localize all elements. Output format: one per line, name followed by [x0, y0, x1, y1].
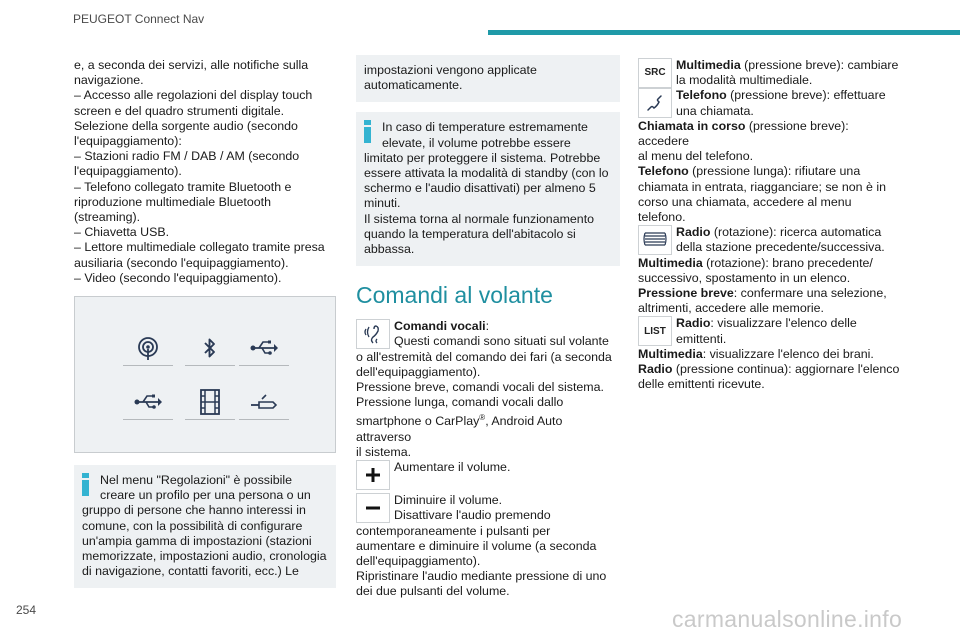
text-line: o all'estremità del comando dei fari (a seconda	[356, 349, 612, 364]
text-line: schermo e l'audio disattivati) per almeno 5	[364, 181, 596, 196]
page-number: 254	[16, 603, 37, 617]
text-line: – Telefono collegato tramite Bluetooth e	[74, 179, 292, 194]
text-line: automaticamente.	[364, 78, 463, 93]
column-2	[356, 58, 620, 600]
text-line	[676, 58, 902, 73]
text-line: creare un profilo per una persona o un	[100, 488, 311, 503]
text-line: abbassa.	[364, 242, 415, 257]
text-line: quando la temperatura dell'abitacolo si	[364, 226, 576, 241]
info-icon	[364, 120, 371, 143]
list-button-label: LIST	[644, 325, 666, 337]
minus-icon	[356, 493, 390, 523]
text-fragment: (pressione breve): effettuare	[726, 88, 886, 103]
text-line	[356, 410, 620, 445]
text-line	[638, 347, 902, 362]
audio-source-icons-panel	[74, 296, 336, 453]
text-line: – Video (secondo l'equipaggiamento).	[74, 270, 282, 285]
text-line: limitato per proteggere il sistema. Potrebbe	[364, 150, 601, 165]
thumbwheel-row	[638, 225, 902, 255]
thumbwheel-icon	[638, 225, 672, 255]
bold-term: Chiamata in corso	[638, 118, 746, 133]
text-line: corso una chiamata, accedere al menu telefono.	[638, 194, 852, 225]
bold-term: Radio	[638, 362, 673, 377]
src-row	[638, 58, 902, 88]
plus-icon	[356, 460, 390, 490]
section-title: Comandi al volante	[356, 282, 553, 309]
text-line: Aumentare il volume.	[394, 460, 511, 475]
text-line: emittenti.	[676, 331, 727, 346]
list-button-icon	[638, 316, 672, 346]
text-line: impostazioni vengono applicate	[364, 63, 537, 77]
text-line: un'ampia gamma di impostazioni (stazioni	[82, 533, 312, 548]
text-line: aumentare e diminuire il volume (a seconda	[356, 538, 597, 553]
text-line: dei due pulsanti del volume.	[356, 584, 510, 599]
text-line: Pressione breve, comandi vocali del sistema.	[356, 380, 604, 395]
text-line: successivo, spostamento in un elenco.	[638, 270, 851, 285]
bold-term: Telefono	[638, 164, 689, 179]
volume-up-row	[356, 460, 620, 490]
text-line: una chiamata.	[676, 103, 754, 118]
text-fragment: (pressione continua): aggiornare l'elenco	[672, 362, 900, 377]
text-line: Ripristinare l'audio mediante pressione di uno	[356, 569, 607, 584]
text-line: minuti.	[364, 196, 401, 211]
text-line: al menu del telefono.	[638, 149, 754, 164]
usb-icon	[123, 384, 173, 420]
text-line: comune, con la possibilità di configurare	[82, 518, 303, 533]
aux-icon	[239, 384, 289, 420]
text-line: essere attivata la modalità di standby (con lo	[364, 166, 609, 181]
usb-icon	[239, 330, 289, 366]
radio-icon	[123, 330, 173, 366]
voice-command-title: Comandi vocali	[394, 319, 486, 334]
text-line: altrimenti, accedere alle memorie.	[638, 301, 824, 316]
text-line: screen e del quadro strumenti digitale.	[74, 103, 285, 118]
text-line: Nel menu "Regolazioni" è possibile	[100, 473, 293, 488]
text-line	[638, 286, 902, 301]
video-icon	[185, 384, 235, 420]
text-line: – Accesso alle regolazioni del display touch	[74, 88, 313, 103]
text-line: Pressione lunga, comandi vocali dallo	[356, 395, 564, 410]
bold-term: Multimedia	[638, 255, 703, 270]
bold-term: Multimedia	[638, 346, 703, 361]
bold-term: Telefono	[676, 88, 727, 103]
text-fragment: (rotazione): brano precedente/	[702, 255, 873, 270]
text-line: delle emittenti ricevute.	[638, 377, 765, 392]
text-fragment: (rotazione): ricerca automatica	[710, 225, 882, 240]
text-fragment: (pressione breve): accedere	[638, 118, 849, 149]
text-line: Disattivare l'audio premendo	[394, 508, 551, 523]
text-line	[638, 362, 902, 377]
watermark: carmanualsonline.info	[672, 606, 903, 632]
text-line	[638, 119, 902, 149]
header-title: PEUGEOT Connect Nav	[73, 12, 205, 26]
text-line: – Lettore multimediale collegato tramite presa	[74, 240, 325, 255]
text-line: l'equipaggiamento):	[74, 134, 182, 149]
text-line	[676, 225, 902, 240]
registered-mark: ®	[479, 413, 486, 423]
text-line: e, a seconda dei servizi, alle notifiche sulla	[74, 58, 309, 72]
text-line: dell'equipaggiamento).	[356, 364, 481, 379]
column-3	[638, 58, 902, 392]
text-line	[638, 256, 902, 271]
text-line: elevate, il volume potrebbe essere	[382, 135, 571, 150]
text-line: Il sistema torna al normale funzionamento	[364, 211, 595, 226]
column-1	[74, 58, 336, 588]
voice-command-icon	[356, 319, 390, 349]
text-fragment: : confermare una selezione,	[733, 286, 887, 301]
text-line: – Chiavetta USB.	[74, 225, 170, 240]
bold-term: Radio	[676, 316, 711, 331]
info-icon	[82, 473, 89, 496]
text-line: navigazione.	[74, 73, 144, 88]
text-line: l'equipaggiamento).	[74, 164, 182, 179]
text-line: contemporaneamente i pulsanti per	[356, 523, 551, 538]
src-button-label: SRC	[644, 67, 666, 79]
text-line: dell'equipaggiamento).	[356, 554, 481, 568]
text-line	[638, 164, 902, 179]
text-line: memorizzate, impostazioni audio, cronologia	[82, 549, 327, 564]
text-fragment: smartphone o CarPlay	[356, 414, 480, 429]
volume-down-row	[356, 493, 620, 523]
text-fragment: (pressione lunga): rifiutare una	[688, 164, 861, 179]
text-line: di navigazione, contatti favoriti, ecc.) Le	[82, 564, 299, 579]
info-box-temperature	[356, 112, 620, 266]
text-line: ausiliaria (secondo l'equipaggiamento).	[74, 255, 289, 270]
phone-row	[638, 88, 902, 118]
voice-command-row	[356, 319, 620, 349]
text-line: Questi comandi sono situati sul volante	[394, 334, 609, 349]
text-line: – Stazioni radio FM / DAB / AM (secondo	[74, 149, 300, 164]
bold-term: Multimedia	[676, 58, 741, 72]
text-line	[676, 316, 902, 331]
text-line: gruppo di persone che hanno interessi in	[82, 503, 306, 518]
list-row	[638, 316, 902, 346]
text-fragment: (pressione breve): cambiare	[740, 58, 899, 72]
info-box-continued	[356, 55, 620, 102]
bluetooth-icon	[185, 330, 235, 366]
text-line: il sistema.	[356, 444, 412, 459]
text-fragment: :	[485, 319, 490, 334]
info-box-profiles	[74, 465, 336, 588]
text-line: Diminuire il volume.	[394, 493, 503, 508]
text-line: la modalità multimediale.	[676, 73, 813, 88]
phone-icon	[638, 88, 672, 118]
text-fragment: : visualizzare l'elenco dei brani.	[702, 346, 874, 361]
text-line	[676, 88, 902, 103]
text-line: chiamata in entrata, riagganciare; se non è in	[638, 179, 886, 194]
text-line: In caso di temperature estremamente	[382, 120, 588, 135]
text-fragment: : visualizzare l'elenco delle	[710, 316, 857, 331]
bold-term: Pressione breve	[638, 286, 734, 301]
bold-term: Radio	[676, 225, 711, 240]
text-fragment: , Android Auto attraverso	[356, 414, 563, 444]
src-button-icon	[638, 58, 672, 88]
text-line: Selezione della sorgente audio (secondo	[74, 118, 298, 133]
text-line: riproduzione multimediale Bluetooth (streaming).	[74, 194, 271, 225]
header-accent-bar	[488, 30, 960, 35]
text-line: della stazione precedente/successiva.	[676, 240, 885, 255]
